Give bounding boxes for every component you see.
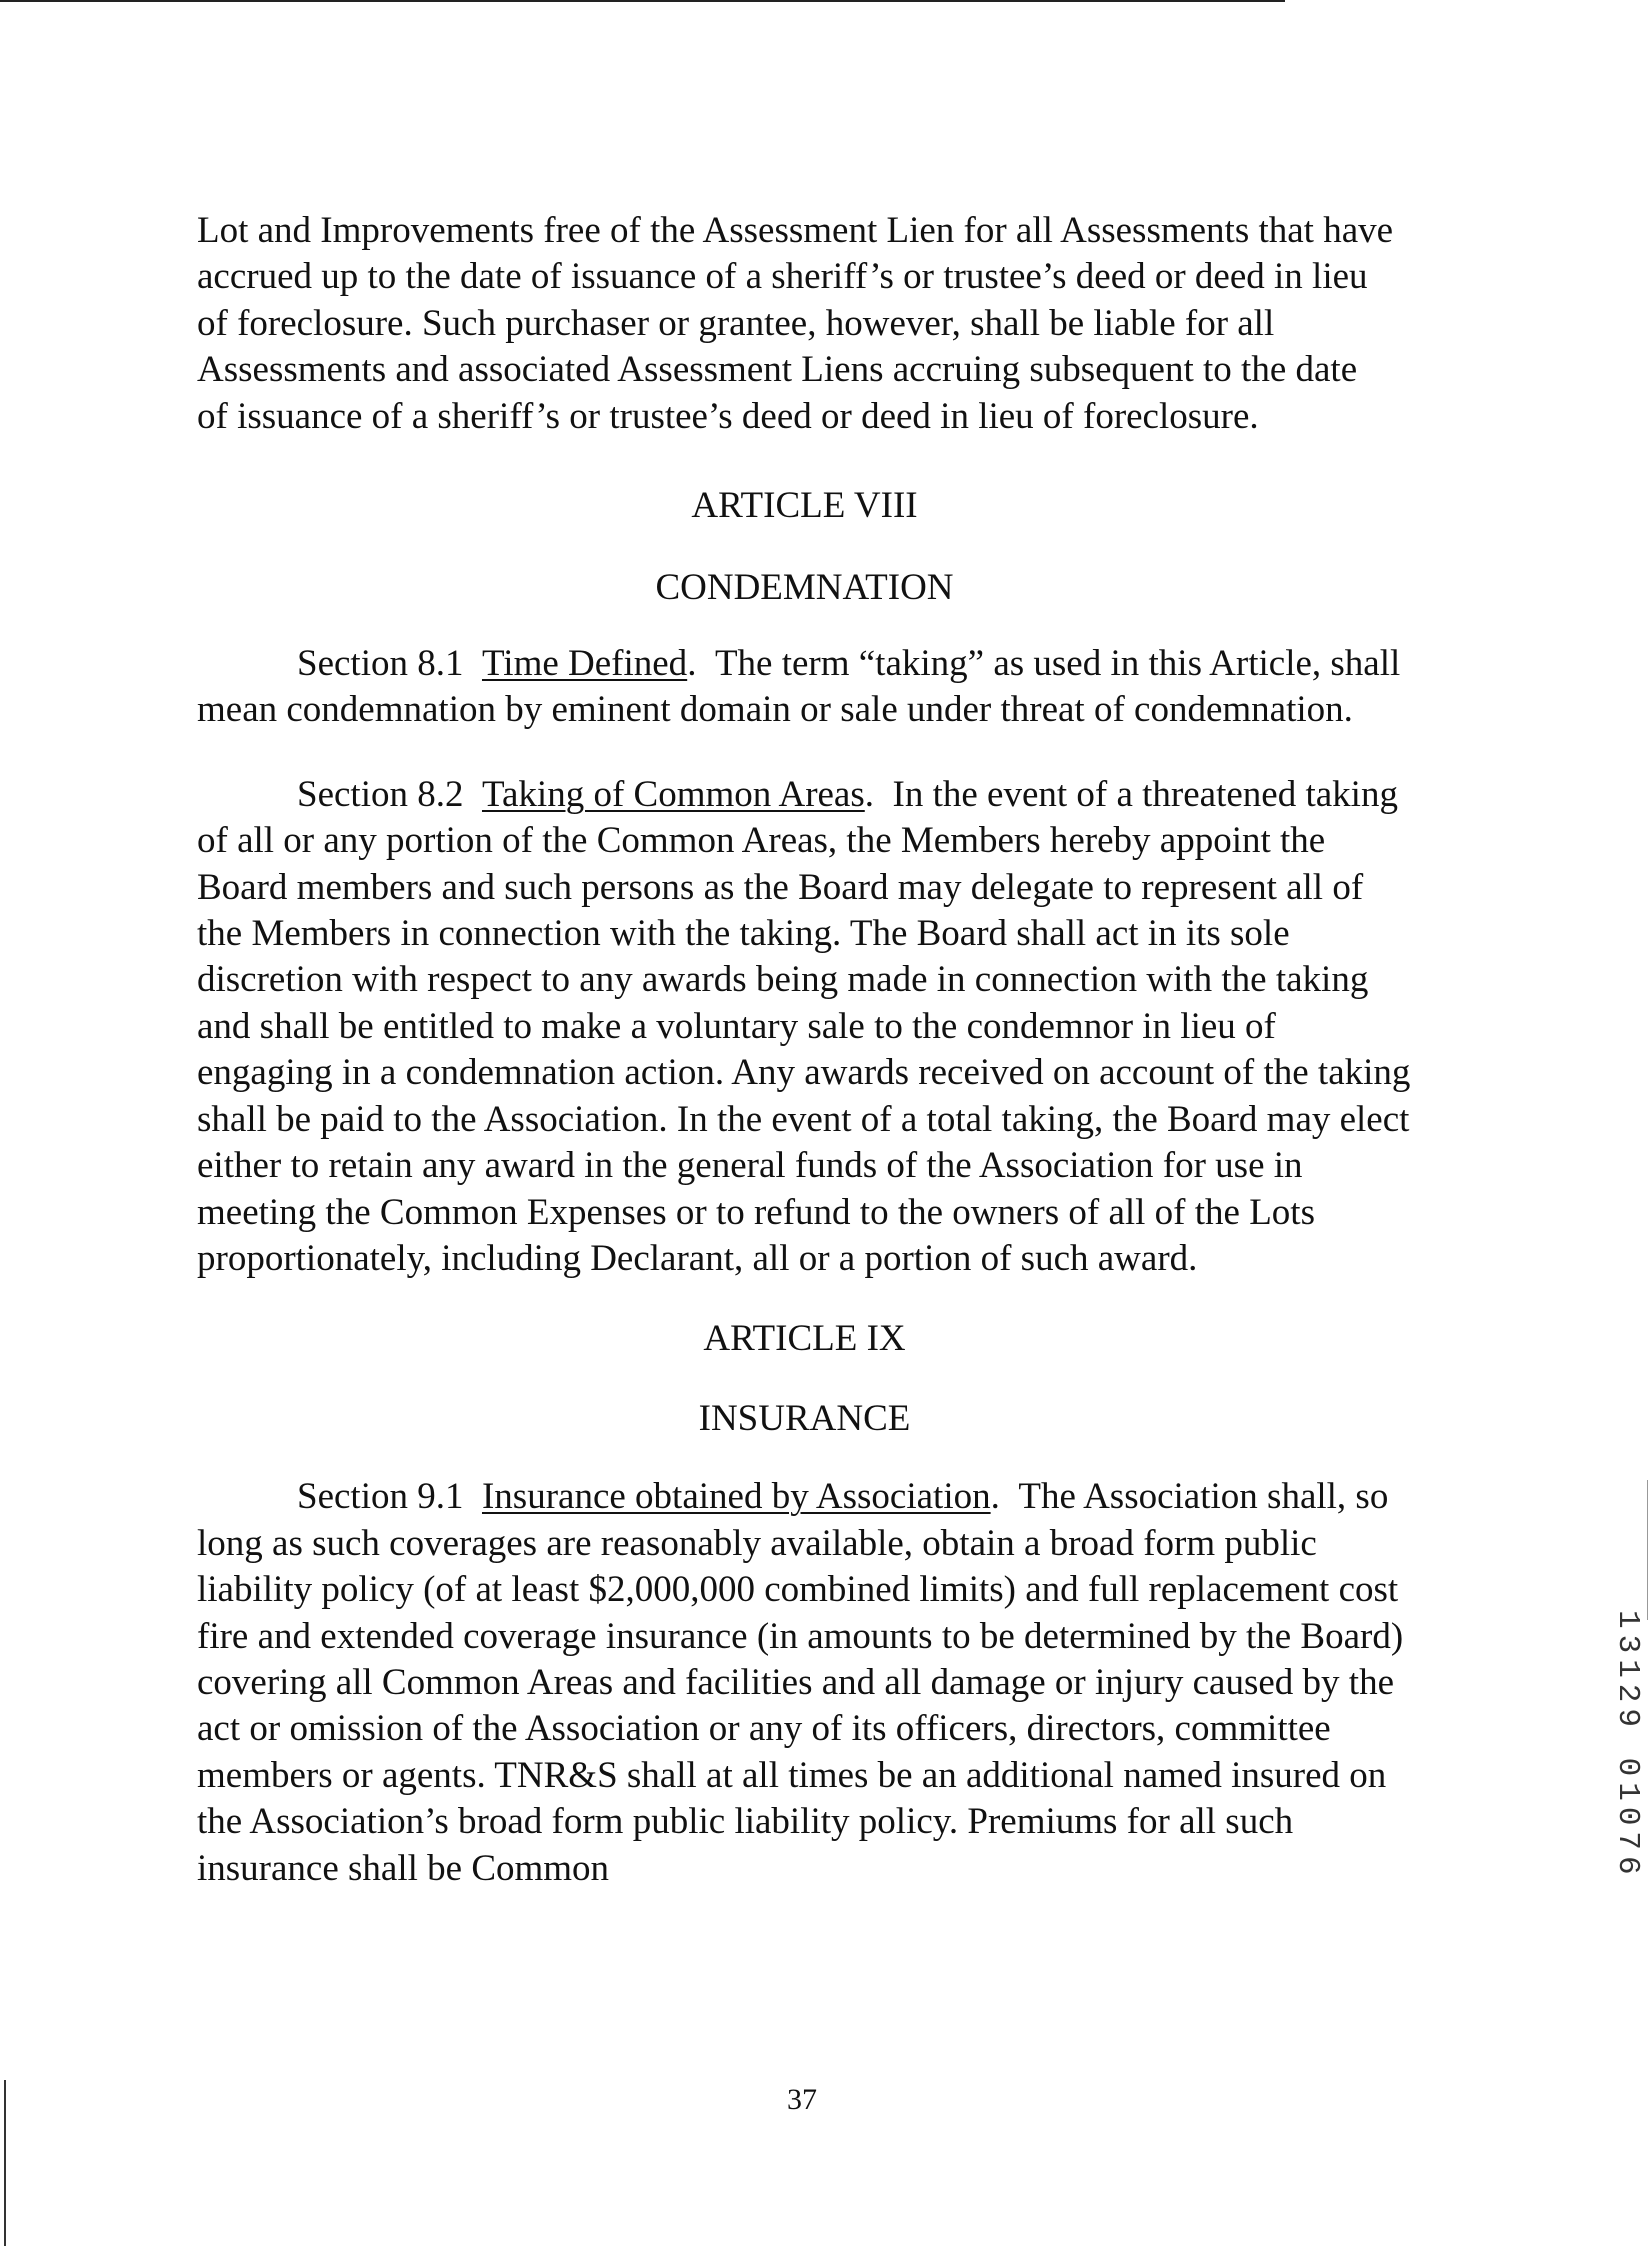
section-9-1: Section 9.1 Insurance obtained by Association. The Association shall, so long as such coverages are reasonably available, obtain a broad form public liability policy (of at least $2,000,000 combined limits) and full replacement cost fire and extended coverage insurance (in amounts to be determined by the Board) covering all Common Areas and facilities and all damage or injury caused by the act or omission of the Association or any of its officers, directors, committee members or agents. TNR&S shall at all times be an additional named insured on the Association’s broad form public liability policy. Premiums for all such insurance shall be Common [197, 1476, 1404, 1889]
continuation-paragraph [197, 208, 1397, 440]
section-9-1-text: The Association shall, so long as such coverages are reasonably available, obtain a broad form public liability policy (of at least $2,000,000 combined limits) and full replacement cost fire and extended coverage insurance (in amounts to be determined by the Board) covering all Common Areas and facilities and all damage or injury caused by the act or omission of the Association or any of its officers, directors, committee members or agents. TNR&S shall at all times be an additional named insured on the Association’s broad form public liability policy. Premiums for all such insurance shall be Common [197, 1476, 1404, 1889]
top-border-line [0, 0, 1285, 2]
section-8-2-label: Section 8.2 [297, 773, 464, 815]
section-9-1-heading: Insurance obtained by Association [481, 1476, 991, 1518]
recording-stamp: 13129 01076 [1610, 1610, 1645, 1881]
section-8-1: Section 8.1 Time Defined. The term “taking” as used in this Article, shall mean condemnation by eminent domain or sale under threat of condemnation. [197, 643, 1401, 731]
continuation-paragraph-text: Lot and Improvements free of the Assessment Lien for all Assessments that have accrued up to the date of issuance of a sheriff’s or trustee’s deed or deed in lieu of foreclosure. Such purchaser or grantee, however, shall be liable for all Assessments and associated Assessment Liens accruing subsequent to the date of issuance of a sheriff’s or trustee’s deed or deed in lieu of foreclosure. [197, 210, 1394, 437]
page-number: 37 [787, 2083, 817, 2116]
right-edge-scan-mark [1647, 1480, 1648, 1620]
article-8-number: ARTICLE VIII [691, 485, 918, 527]
section-9-1-label: Section 9.1 [297, 1476, 464, 1518]
section-8-1-heading: Time Defined [481, 643, 688, 685]
section-8-2-heading: Taking of Common Areas [481, 773, 865, 815]
section-8-2-text: In the event of a threatened taking of all or any portion of the Common Areas, the Members hereby appoint the Board members and such persons as the Board may delegate to represent all of the Members in connection with the taking. The Board shall act in its sole discretion with respect to any awards being made in connection with the taking and shall be entitled to make a voluntary sale to the condemnor in lieu of engaging in a condemnation action. Any awards received on account of the taking shall be paid to the Association. In the event of a total taking, the Board may elect either to retain any award in the general funds of the Association for use in meeting the Common Expenses or to refund to the owners of all of the Lots proportionately, including Declarant, all or a portion of such award. [197, 773, 1411, 1279]
section-8-1-label: Section 8.1 [297, 643, 464, 685]
section-8-1-text: The term “taking” as used in this Article, shall mean condemnation by eminent domain or sale under threat of condemnation. [197, 643, 1401, 731]
article-8-title: CONDEMNATION [655, 567, 954, 609]
section-8-2: Section 8.2 Taking of Common Areas. In the event of a threatened taking of all or any portion of the Common Areas, the Members hereby appoint the Board members and such persons as the Board may delegate to represent all of the Members in connection with the taking. The Board shall act in its sole discretion with respect to any awards being made in connection with the taking and shall be entitled to make a voluntary sale to the condemnor in lieu of engaging in a condemnation action. Any awards received on account of the taking shall be paid to the Association. In the event of a total taking, the Board may elect either to retain any award in the general funds of the Association for use in meeting the Common Expenses or to refund to the owners of all of the Lots proportionately, including Declarant, all or a portion of such award. [197, 773, 1411, 1279]
article-9-title: INSURANCE [698, 1398, 911, 1440]
document-body [197, 208, 1412, 1892]
article-9-number: ARTICLE IX [703, 1318, 906, 1360]
